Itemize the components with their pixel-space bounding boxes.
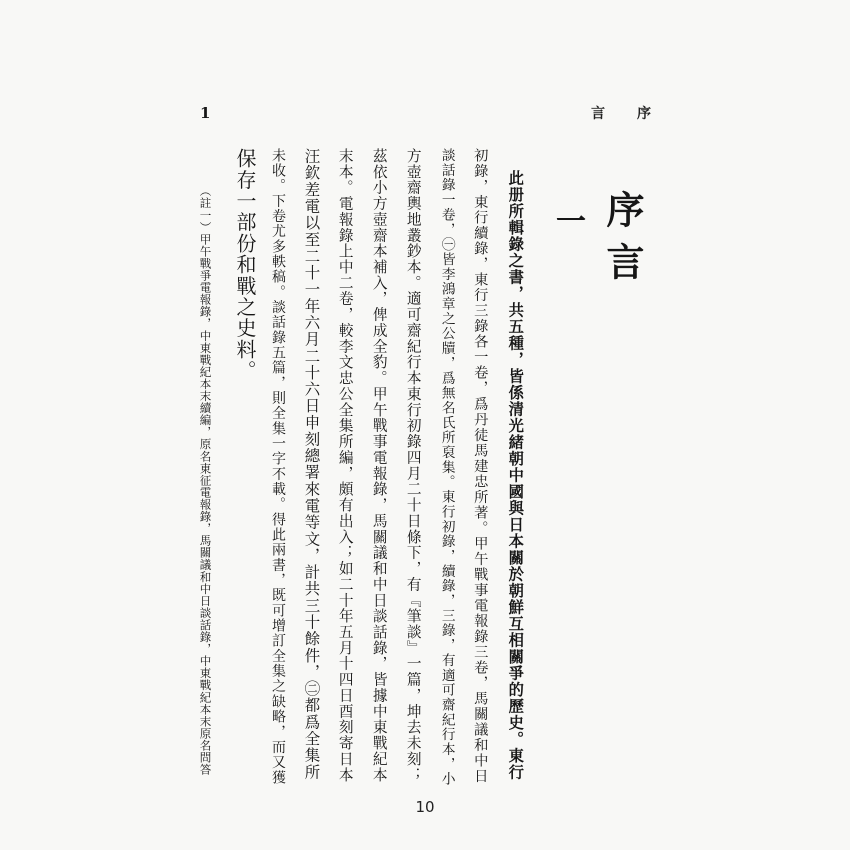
- body-column-7: 汪欽差電以至二十一年六月二十六日申刻總署來電等文，計共三十餘件，㊁都爲全集所: [302, 148, 321, 781]
- section-number: 一: [550, 205, 585, 236]
- page-number-footer: 10: [415, 798, 435, 816]
- footnote: （註一）甲午戰爭電報錄，中東戰紀本末續編，原名東征電報錄，馬關議和中日談話錄，中東戰紀本末原名問答: [198, 185, 213, 776]
- running-title-char-2: 言: [591, 106, 605, 122]
- running-title-char-1: 序: [637, 106, 651, 122]
- page-number-top: 1: [200, 104, 211, 122]
- body-column-4: 方壺齋輿地叢鈔本。適可齋紀行本東行初錄四月二十日條下，有『筆談』一篇，坤去未刻；: [404, 148, 422, 783]
- body-column-1: 此册所輯錄之書，共五種，皆係清光緒朝中國與日本關於朝鮮互相關爭的歷史。東行: [506, 170, 525, 781]
- body-column-5: 茲依小方壺齋本補入，俾成全豹。甲午戰事電報錄，馬關議和中日談話錄，皆據中東戰紀本: [370, 148, 388, 783]
- body-column-2: 初錄，東行續錄，東行三錄各一卷，爲丹徒馬建忠所著。甲午戰事電報錄三卷，馬關議和中日: [472, 148, 489, 784]
- body-column-6: 末本。電報錄上中二卷，較李文忠公全集所編，頗有出入；如二十年五月十四日酉刻寄日本: [336, 148, 354, 783]
- body-column-9: 保存一部份和戰之史料。: [233, 148, 257, 382]
- body-column-3: 談話錄一卷，㊀皆李鴻章之公牘，爲無名氏所裒集。東行初錄，續錄，三錄，有適可齋紀行本，小: [438, 148, 455, 787]
- body-column-8: 未收。下卷尤多軼稿。談話錄五篇，則全集一字不載。得此兩書，既可增訂全集之缺略，而又獲: [268, 148, 285, 786]
- section-title: 序言: [600, 190, 645, 294]
- section-heading: [585, 190, 645, 300]
